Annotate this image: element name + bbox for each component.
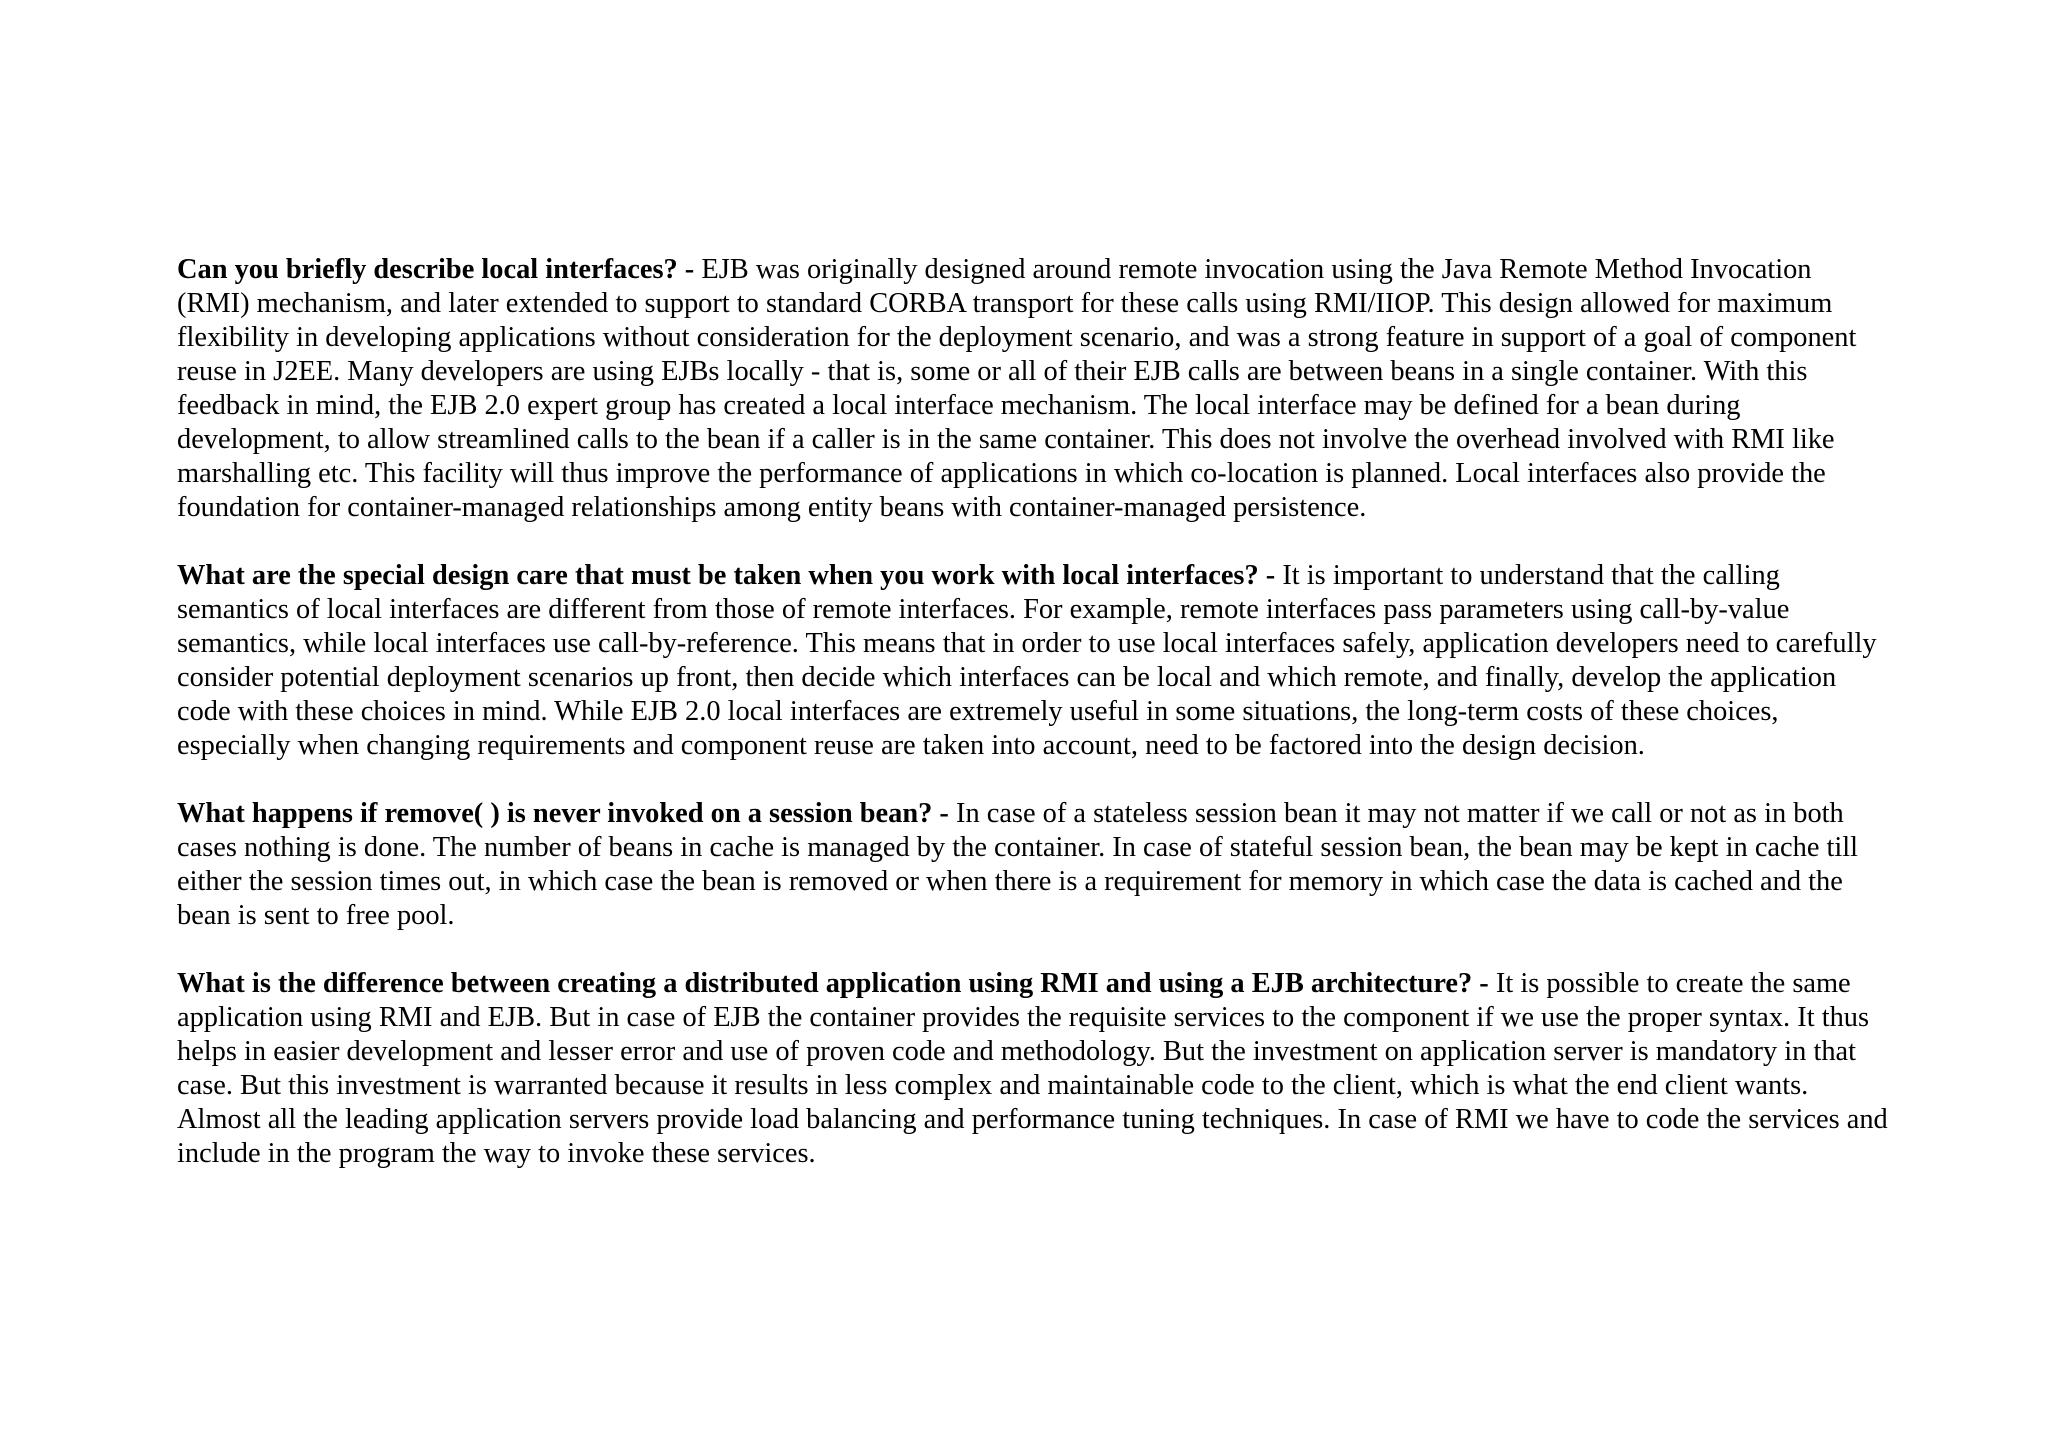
question-text: Can you briefly describe local interfaces? - [177,254,695,285]
qa-paragraph-remove-session-bean [177,797,1889,933]
qa-paragraph-design-care [177,559,1889,763]
answer-text: It is possible to create the same application using RMI and EJB. But in case of EJB the container provides the requisite services to the component if we use the proper syntax. It thus helps in easier development and lesser error and use of proven code and methodology. But the investment on application server is mandatory in that case. But this investment is warranted because it results in less complex and maintainable code to the client, which is what the end client wants. Almost all the leading application servers provide load balancing and performance tuning techniques. In case of RMI we have to code the services and include in the program the way to invoke these services. [177,968,1888,1169]
answer-text: It is important to understand that the calling semantics of local interfaces are different from those of remote interfaces. For example, remote interfaces pass parameters using call-by-value semantics, while local interfaces use call-by-reference. This means that in order to use local interfaces safely, application developers need to carefully consider potential deployment scenarios up front, then decide which interfaces can be local and which remote, and finally, develop the application code with these choices in mind. While EJB 2.0 local interfaces are extremely useful in some situations, the long-term costs of these choices, especially when changing requirements and component reuse are taken into account, need to be factored into the design decision. [177,560,1877,761]
answer-text: EJB was originally designed around remote invocation using the Java Remote Method Invocation (RMI) mechanism, and later extended to support to standard CORBA transport for these calls using RMI/IIOP. This design allowed for maximum flexibility in developing applications without consideration for the deployment scenario, and was a strong feature in support of a goal of component reuse in J2EE. Many developers are using EJBs locally - that is, some or all of their EJB calls are between beans in a single container. With this feedback in mind, the EJB 2.0 expert group has created a local interface mechanism. The local interface may be defined for a bean during development, to allow streamlined calls to the bean if a caller is in the same container. This does not involve the overhead involved with RMI like marshalling etc. This facility will thus improve the performance of applications in which co-location is planned. Local interfaces also provide the foundation for container-managed relationships among entity beans with container-managed persistence. [177,254,1857,523]
question-text: What is the difference between creating a distributed application using RMI and using a EJB architecture? - [177,968,1489,999]
qa-paragraph-rmi-vs-ejb [177,967,1889,1171]
question-text: What happens if remove( ) is never invoked on a session bean? - [177,798,949,829]
question-text: What are the special design care that must be taken when you work with local interfaces? - [177,560,1276,591]
answer-text: In case of a stateless session bean it may not matter if we call or not as in both cases nothing is done. The number of beans in cache is managed by the container. In case of stateful session bean, the bean may be kept in cache till either the session times out, in which case the bean is removed or when there is a requirement for memory in which case the data is cached and the bean is sent to free pool. [177,798,1859,931]
document-body [177,253,1889,1205]
qa-paragraph-local-interfaces [177,253,1889,525]
